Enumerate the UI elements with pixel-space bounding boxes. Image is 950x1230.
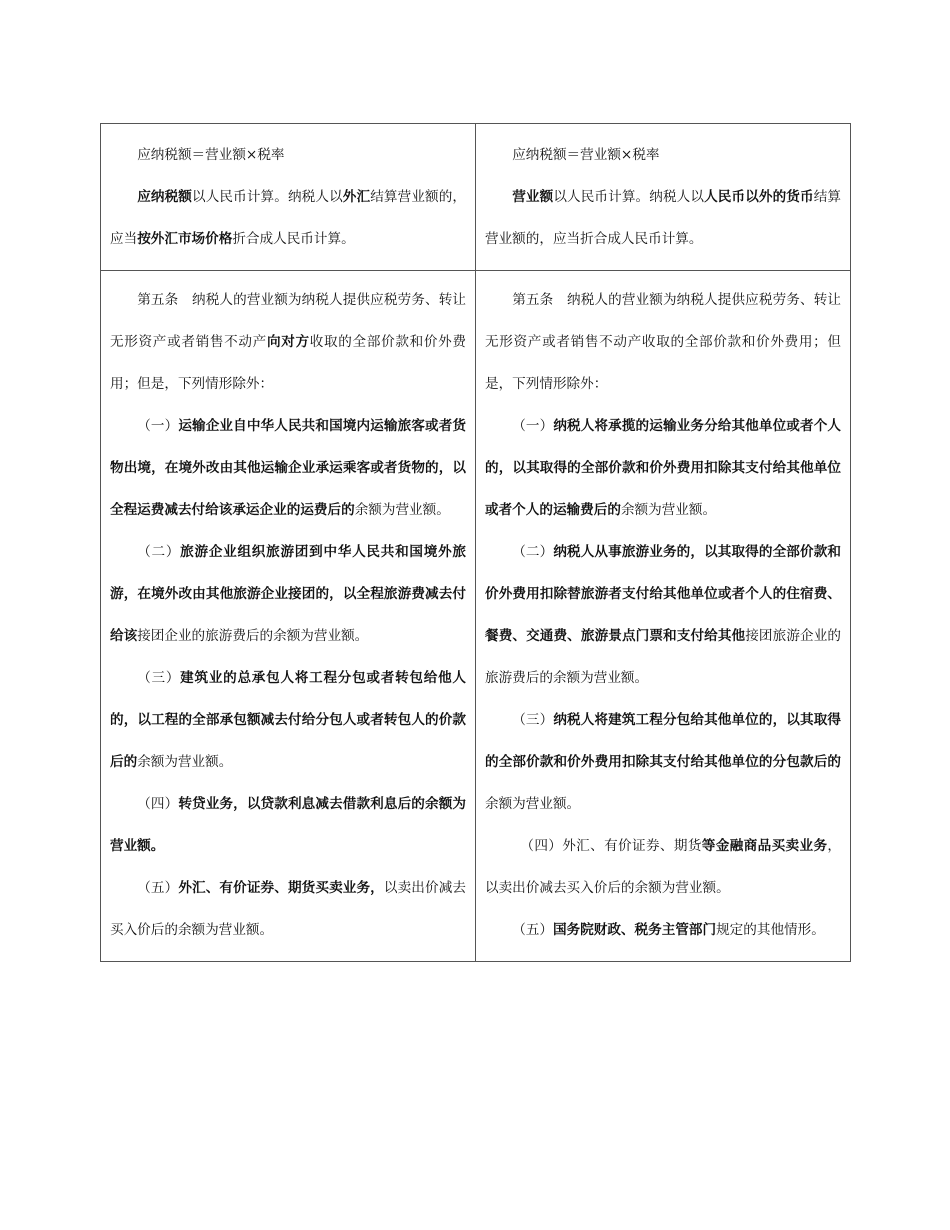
- bold-text-run: 等金融商品买卖业务: [701, 838, 828, 854]
- text-run: 第五条 纳税人的营业额为纳税人提供应税劳务、转让无形资产或者销售不动产: [110, 292, 466, 350]
- text-run: 折合成人民币计算。: [232, 231, 355, 247]
- formula-line: 应纳税额＝营业额×税率: [137, 147, 285, 163]
- text-run: 余额为营业额。: [485, 796, 581, 812]
- bold-text-run: 纳税人从事旅游业务的，以其取得的全部价款和价外费用扣除替旅游者支付给其他单位或者个人的住宿费、餐费、交通费、旅游景点门票和支付给其他: [485, 544, 842, 644]
- clause-5: [485, 909, 841, 951]
- text-run: 结算营业额的，应当折合成人民币计算。: [485, 189, 842, 247]
- bold-text-run: 国务院财政、税务主管部门: [552, 922, 717, 938]
- bold-text-run: 建筑业的总承包人将工程分包或者转包给他人的，以工程的全部承包额减去付给分包人或者转包人的价款后的: [110, 670, 466, 770]
- right-cell-tax-formula: [476, 124, 851, 271]
- bold-text-run: 旅游企业组织旅游团到中华人民共和国境外旅游，在境外改由其他旅游企业接团的，以全程旅游费减去付给该: [110, 544, 466, 644]
- text-run: 第五条 纳税人的营业额为纳税人提供应税劳务、转让无形资产或者销售不动产收取的全部价款和价外费用；但是，下列情形除外：: [485, 292, 841, 392]
- formula-line: 应纳税额＝营业额×税率: [512, 147, 660, 163]
- text-run: （四）: [137, 796, 179, 812]
- text-run: 以人民币计算。纳税人以: [553, 189, 705, 205]
- text-run: （一）: [512, 418, 554, 434]
- text-run: （一）: [137, 418, 179, 434]
- text-run: 余额为营业额。: [137, 754, 233, 770]
- paragraph: [485, 176, 841, 260]
- clause-4: [110, 783, 466, 867]
- table-row: [101, 124, 851, 271]
- bold-text-run: 转贷业务，以贷款利息减去借款利息后的余额为营业额。: [110, 796, 467, 854]
- text-run: ，以卖出价减去买入价后的余额为营业额。: [485, 838, 842, 896]
- article-5-intro: [110, 279, 466, 405]
- bold-text-run: 运输企业自中华人民共和国境内运输旅客或者货物出境，在境外改由其他运输企业承运乘客或者货物的，以全程运费减去付给该承运企业的运费后的: [110, 418, 467, 518]
- comparison-table: [100, 123, 851, 962]
- clause-1: [485, 405, 841, 531]
- bold-text-run: 纳税人将建筑工程分包给其他单位的，以其取得的全部价款和价外费用扣除其支付给其他单位的分包款后的: [485, 712, 842, 770]
- bold-text-run: 外汇、有价证券、期货买卖业务，: [178, 880, 384, 896]
- text-run: 收取的全部价款和价外费用；但是，下列情形除外：: [110, 334, 467, 392]
- bold-text-run: 营业额: [512, 189, 554, 205]
- bold-text-run: 按外汇市场价格: [137, 231, 233, 247]
- text-run: （三）: [512, 712, 554, 728]
- article-5-intro: [485, 279, 841, 405]
- text-run: 余额为营业额。: [354, 502, 450, 518]
- clause-3: [485, 699, 841, 825]
- bold-text-run: 应纳税额: [137, 189, 193, 205]
- bold-text-run: 外汇: [342, 189, 371, 205]
- text-run: 结算营业额的，应当: [110, 189, 467, 247]
- text-run: 以卖出价减去买入价后的余额为营业额。: [110, 880, 467, 938]
- left-cell-tax-formula: [101, 124, 476, 271]
- clause-5: [110, 867, 466, 951]
- left-cell-article-5: [101, 271, 476, 962]
- clause-2: [110, 531, 466, 657]
- text-run: （二）: [512, 544, 554, 560]
- paragraph: [110, 176, 466, 260]
- text-run: 余额为营业额。: [620, 502, 717, 518]
- text-run: （五）: [137, 880, 179, 896]
- text-run: （三）: [137, 670, 181, 686]
- text-run: 接团旅游企业的旅游费后的余额为营业额。: [485, 628, 842, 686]
- clause-2: [485, 531, 841, 699]
- text-run: （五）: [512, 922, 553, 938]
- text-run: （四）外汇、有价证券、期货: [520, 838, 702, 854]
- text-run: 接团企业的旅游费后的余额为营业额。: [137, 628, 369, 644]
- clause-4: [485, 825, 841, 909]
- right-cell-article-5: [476, 271, 851, 962]
- bold-text-run: 向对方: [266, 334, 310, 350]
- text-run: （二）: [137, 544, 181, 560]
- clause-1: [110, 405, 466, 531]
- table-row: [101, 271, 851, 962]
- text-run: 以人民币计算。纳税人以: [192, 189, 343, 205]
- clause-3: [110, 657, 466, 783]
- text-run: 规定的其他情形。: [716, 922, 825, 938]
- bold-text-run: 人民币以外的货币: [704, 189, 814, 205]
- bold-text-run: 纳税人将承揽的运输业务分给其他单位或者个人的，以其取得的全部价款和价外费用扣除其支付给其他单位或者个人的运输费后的: [485, 418, 842, 518]
